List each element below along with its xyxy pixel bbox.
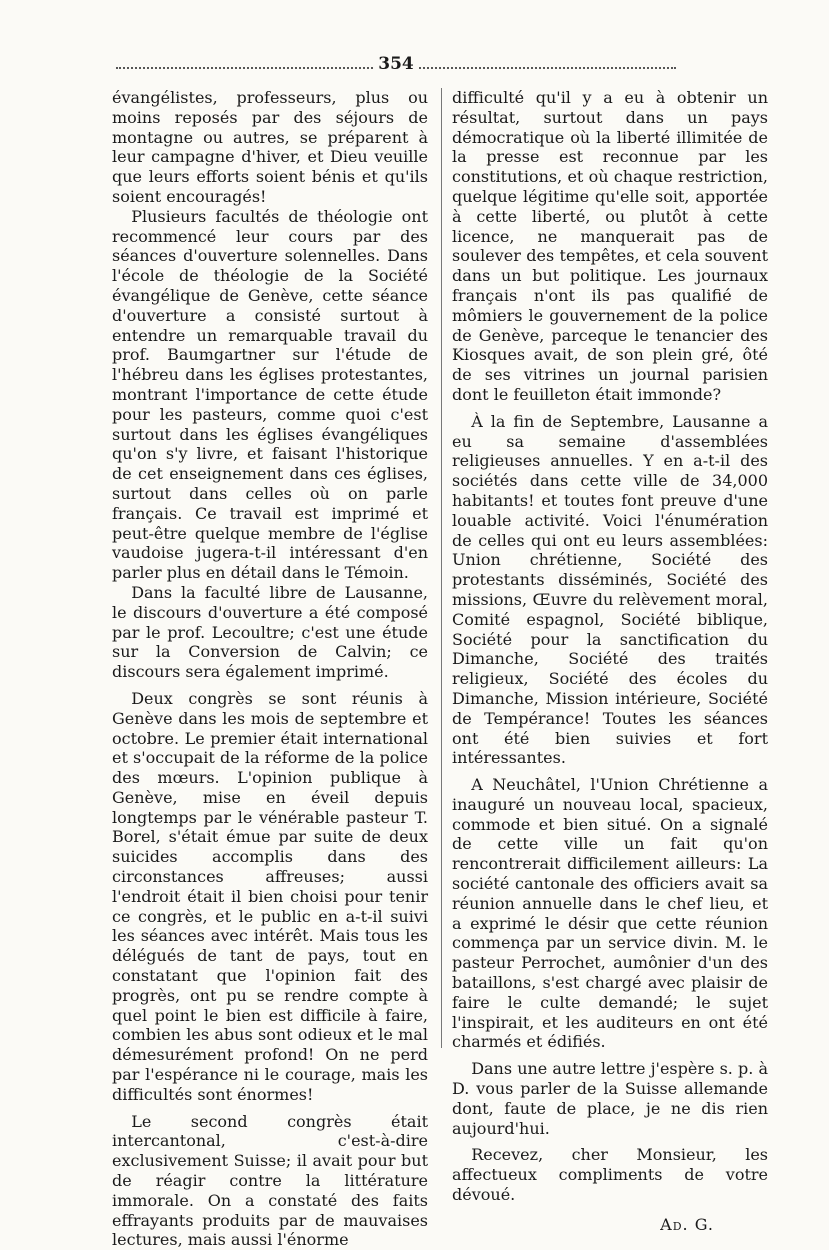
paragraph: À la fin de Septembre, Lausanne a eu sa semaine d'assemblées religieuses annuelles. Y en a-t-il des sociétés dans cette ville de 34,000 habitants! et toutes font preuve d'une louable activité. Voici l'énumération de celles qui ont eu leurs assemblées: Union chrétienne, Société des protestants disséminés, Société des missions, Œuvre du relèvement moral, Comité espagnol, Société biblique, Société pour la sanctification du Dimanche, Société des traités religieux, Société des écoles du Dimanche, Mission intérieure, Société de Tempérance! Toutes les séances ont été bien suivies et fort intéressantes. xyxy=(452,411,768,768)
page-number: 354 xyxy=(374,54,418,74)
left-column xyxy=(112,88,428,1250)
column-divider xyxy=(441,88,442,1048)
paragraph: Plusieurs facultés de théologie ont recommencé leur cours par des séances d'ouverture solennelles. Dans l'école de théologie de la Société évangélique de Genève, cette séance d'ouverture a consisté surtout à entendre un remarquable travail du prof. Baumgartner sur l'étude de l'hébreu dans les églises protestantes, montrant l'importance de cette étude pour les pasteurs, comme quoi c'est surtout dans les églises évangéliques qu'on s'y livre, et faisant l'historique de cet enseignement dans ces églises, surtout dans celles où on parle français. Ce travail est imprimé et peut-être quelque membre de l'église vaudoise jugera-t-il intéressant d'en parler plus en détail dans le Témoin. xyxy=(112,206,428,583)
paragraph: Dans la faculté libre de Lausanne, le discours d'ouverture a été composé par le prof. Lecoultre; c'est une étude sur la Conversion de Calvin; ce discours sera également imprimé. xyxy=(112,582,428,682)
page-header xyxy=(116,54,676,76)
right-column xyxy=(452,88,768,1235)
paragraph: Le second congrès était intercantonal, c'est-à-dire exclusivement Suisse; il avait pour but de réagir contre la littérature immorale. On a constaté des faits effrayants produits par de mauvaises lectures, mais aussi l'énorme xyxy=(112,1111,428,1250)
paragraph: Deux congrès se sont réunis à Genève dans les mois de septembre et octobre. Le premier était international et s'occupait de la réforme de la police des mœurs. L'opinion publique à Genève, mise en éveil depuis longtemps par le vénérable pasteur T. Borel, s'était émue par suite de deux suicides accomplis dans des circonstances affreuses; aussi l'endroit était il bien choisi pour tenir ce congrès, et le public en a-t-il suivi les séances avec intérêt. Mais tous les délégués de tant de pays, tout en constatant que l'opinion fait des progrès, ont pu se rendre compte à quel point le bien est difficile à faire, combien les abus sont odieux et le mal démesurément profond! On ne perd par l'espérance ni le courage, mais les difficultés sont énormes! xyxy=(112,688,428,1104)
paragraph: Recevez, cher Monsieur, les affectueux compliments de votre dévoué. xyxy=(452,1145,768,1205)
paragraph: A Neuchâtel, l'Union Chrétienne a inauguré un nouveau local, spacieux, commode et bien situé. On a signalé de cette ville un fait qu'on rencontrerait difficilement ailleurs: La société cantonale des officiers avait sa réunion annuelle dans le chef lieu, et a exprimé le désir que cette réunion commença par un service divin. M. le pasteur Perrochet, aumônier d'un des bataillons, s'est chargé avec plaisir de faire le culte demandé; le sujet l'inspirait, et les auditeurs en ont été charmés et édifiés. xyxy=(452,775,768,1052)
paragraph: évangélistes, professeurs, plus ou moins reposés par des séjours de montagne ou autres, se préparent à leur campagne d'hiver, et Dieu veuille que leurs efforts soient bénis et qu'ils soient encouragés! xyxy=(112,88,428,206)
paragraph: difficulté qu'il y a eu à obtenir un résultat, surtout dans un pays démocratique où la liberté illimitée de la presse est reconnue par les constitutions, et où chaque restriction, quelque légitime qu'elle soit, apportée à cette liberté, ou plutôt à cette licence, ne manquerait pas de soulever des tempêtes, et cela souvent dans un but politique. Les journaux français n'ont ils pas qualifié de mômiers le gouvernement de la police de Genève, parceque le tenancier des Kiosques avait, de son plein gré, ôté de ses vitrines un journal parisien dont le feuilleton était immonde? xyxy=(452,88,768,404)
signature: Ad. G. xyxy=(660,1214,714,1234)
paragraph: Dans une autre lettre j'espère s. p. à D. vous parler de la Suisse allemande dont, faute de place, je ne dis rien aujourd'hui. xyxy=(452,1059,768,1138)
